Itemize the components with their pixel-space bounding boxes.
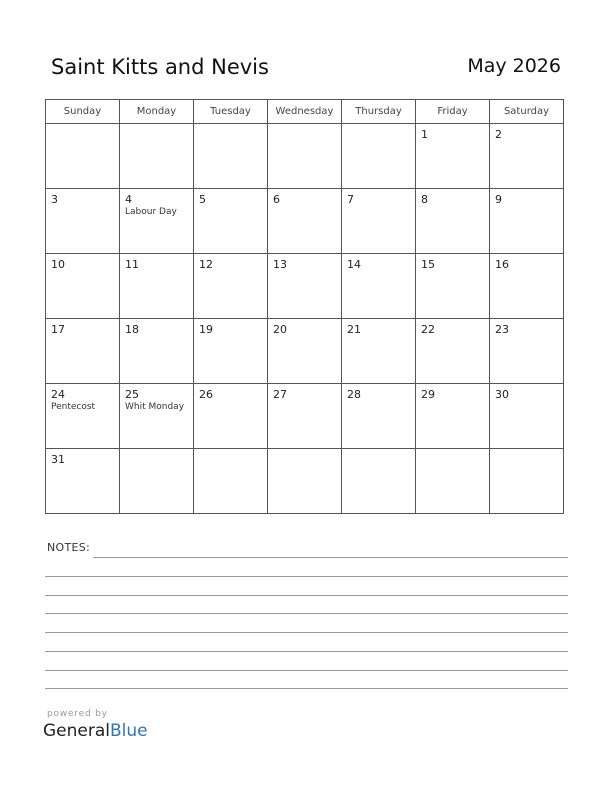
day-cell [120, 384, 194, 449]
day-cell [490, 384, 564, 449]
day-cell [46, 189, 120, 254]
day-cell-content [268, 254, 341, 271]
day-number: 4 [125, 193, 132, 206]
day-number: 31 [51, 453, 65, 466]
holiday-label: Whit Monday [125, 402, 185, 412]
day-cell [194, 189, 268, 254]
notes-line [45, 576, 568, 577]
weekday-monday: Monday [120, 100, 194, 124]
day-cell-content [268, 319, 341, 336]
weekday-tuesday: Tuesday [194, 100, 268, 124]
day-cell-content [194, 384, 267, 401]
day-cell-content [416, 254, 489, 271]
day-cell-content [268, 449, 341, 453]
week-row [46, 319, 564, 384]
day-number: 15 [421, 258, 435, 271]
day-number: 17 [51, 323, 65, 336]
day-cell [194, 124, 268, 189]
day-cell [342, 189, 416, 254]
weekday-thursday: Thursday [342, 100, 416, 124]
day-cell-content [342, 449, 415, 453]
day-number: 23 [495, 323, 509, 336]
day-cell [268, 254, 342, 319]
day-cell [490, 254, 564, 319]
calendar-month-year: May 2026 [467, 55, 561, 77]
day-cell-content [342, 254, 415, 271]
holiday-label: Labour Day [125, 207, 177, 217]
day-number: 28 [347, 388, 361, 401]
brand-blue: Blue [110, 721, 148, 741]
day-number: 3 [51, 193, 58, 206]
day-cell [268, 449, 342, 514]
day-cell-content [490, 384, 563, 401]
day-cell [416, 319, 490, 384]
day-number: 21 [347, 323, 361, 336]
day-cell [46, 449, 120, 514]
day-number: 20 [273, 323, 287, 336]
day-cell-content [120, 319, 193, 336]
day-cell-content [490, 124, 563, 141]
day-cell [120, 124, 194, 189]
notes-line [45, 688, 568, 689]
notes-line [45, 670, 568, 671]
day-number: 13 [273, 258, 287, 271]
day-cell [194, 254, 268, 319]
weekday-sunday: Sunday [46, 100, 120, 124]
day-cell-content [46, 319, 119, 336]
day-number: 27 [273, 388, 287, 401]
day-cell [416, 124, 490, 189]
powered-by-text: powered by [47, 709, 108, 719]
calendar-country-title: Saint Kitts and Nevis [51, 55, 269, 79]
weekday-saturday: Saturday [490, 100, 564, 124]
day-cell [416, 384, 490, 449]
day-cell-content [120, 254, 193, 271]
day-cell-content [194, 124, 267, 128]
day-cell [120, 254, 194, 319]
day-number: 26 [199, 388, 213, 401]
day-cell-content [46, 189, 119, 206]
day-number: 29 [421, 388, 435, 401]
day-number: 19 [199, 323, 213, 336]
calendar-grid [45, 99, 564, 514]
day-cell-content [416, 319, 489, 336]
day-cell [268, 124, 342, 189]
holiday-label: Pentecost [51, 402, 96, 412]
day-cell [46, 124, 120, 189]
day-cell [194, 319, 268, 384]
notes-line [45, 613, 568, 614]
day-cell [416, 189, 490, 254]
day-number: 7 [347, 193, 354, 206]
week-row [46, 384, 564, 449]
day-number: 10 [51, 258, 65, 271]
day-number: 5 [199, 193, 206, 206]
notes-line [93, 557, 568, 558]
day-cell-content [342, 189, 415, 206]
day-cell-content [120, 384, 193, 413]
day-cell [268, 189, 342, 254]
day-cell-content [268, 189, 341, 206]
day-cell [416, 449, 490, 514]
day-number: 1 [421, 128, 428, 141]
day-number: 8 [421, 193, 428, 206]
day-cell-content [268, 384, 341, 401]
week-row [46, 254, 564, 319]
day-cell-content [46, 254, 119, 271]
day-number: 12 [199, 258, 213, 271]
day-cell-content [416, 449, 489, 453]
day-cell-content [194, 254, 267, 271]
day-cell [268, 384, 342, 449]
day-cell-content [416, 189, 489, 206]
day-cell-content [342, 384, 415, 401]
day-cell [194, 384, 268, 449]
day-number: 22 [421, 323, 435, 336]
day-cell [194, 449, 268, 514]
notes-label: NOTES: [47, 541, 91, 554]
day-cell-content [46, 449, 119, 466]
weekday-header-row [46, 100, 564, 124]
day-number: 11 [125, 258, 139, 271]
day-number: 14 [347, 258, 361, 271]
day-cell [342, 124, 416, 189]
day-cell [342, 449, 416, 514]
day-cell [46, 254, 120, 319]
day-cell [46, 319, 120, 384]
day-cell-content [490, 254, 563, 271]
day-number: 30 [495, 388, 509, 401]
day-cell [342, 254, 416, 319]
day-number: 6 [273, 193, 280, 206]
day-cell-content [490, 449, 563, 453]
day-number: 18 [125, 323, 139, 336]
day-cell-content [46, 384, 119, 413]
notes-line [45, 632, 568, 633]
day-cell [490, 449, 564, 514]
day-cell [490, 124, 564, 189]
weekday-friday: Friday [416, 100, 490, 124]
day-cell [342, 384, 416, 449]
day-cell-content [194, 319, 267, 336]
day-cell [120, 449, 194, 514]
day-cell [268, 319, 342, 384]
day-number: 9 [495, 193, 502, 206]
day-cell-content [490, 189, 563, 206]
day-cell [490, 319, 564, 384]
day-cell-content [120, 449, 193, 453]
day-cell-content [268, 124, 341, 128]
day-cell [120, 319, 194, 384]
week-row [46, 189, 564, 254]
day-cell-content [194, 189, 267, 206]
day-number: 2 [495, 128, 502, 141]
day-cell-content [194, 449, 267, 453]
day-cell-content [342, 319, 415, 336]
week-row [46, 449, 564, 514]
day-cell-content [120, 189, 193, 218]
day-cell [416, 254, 490, 319]
week-row [46, 124, 564, 189]
day-number: 25 [125, 388, 139, 401]
day-cell-content [120, 124, 193, 128]
day-cell-content [416, 384, 489, 401]
notes-line [45, 595, 568, 596]
day-cell [120, 189, 194, 254]
day-cell [490, 189, 564, 254]
day-cell [46, 384, 120, 449]
day-cell-content [46, 124, 119, 128]
day-number: 16 [495, 258, 509, 271]
day-cell-content [490, 319, 563, 336]
brand-general: General [43, 721, 110, 741]
day-number: 24 [51, 388, 65, 401]
weekday-wednesday: Wednesday [268, 100, 342, 124]
notes-line [45, 651, 568, 652]
generalblue-logo [43, 721, 148, 741]
day-cell-content [416, 124, 489, 141]
day-cell [342, 319, 416, 384]
day-cell-content [342, 124, 415, 128]
